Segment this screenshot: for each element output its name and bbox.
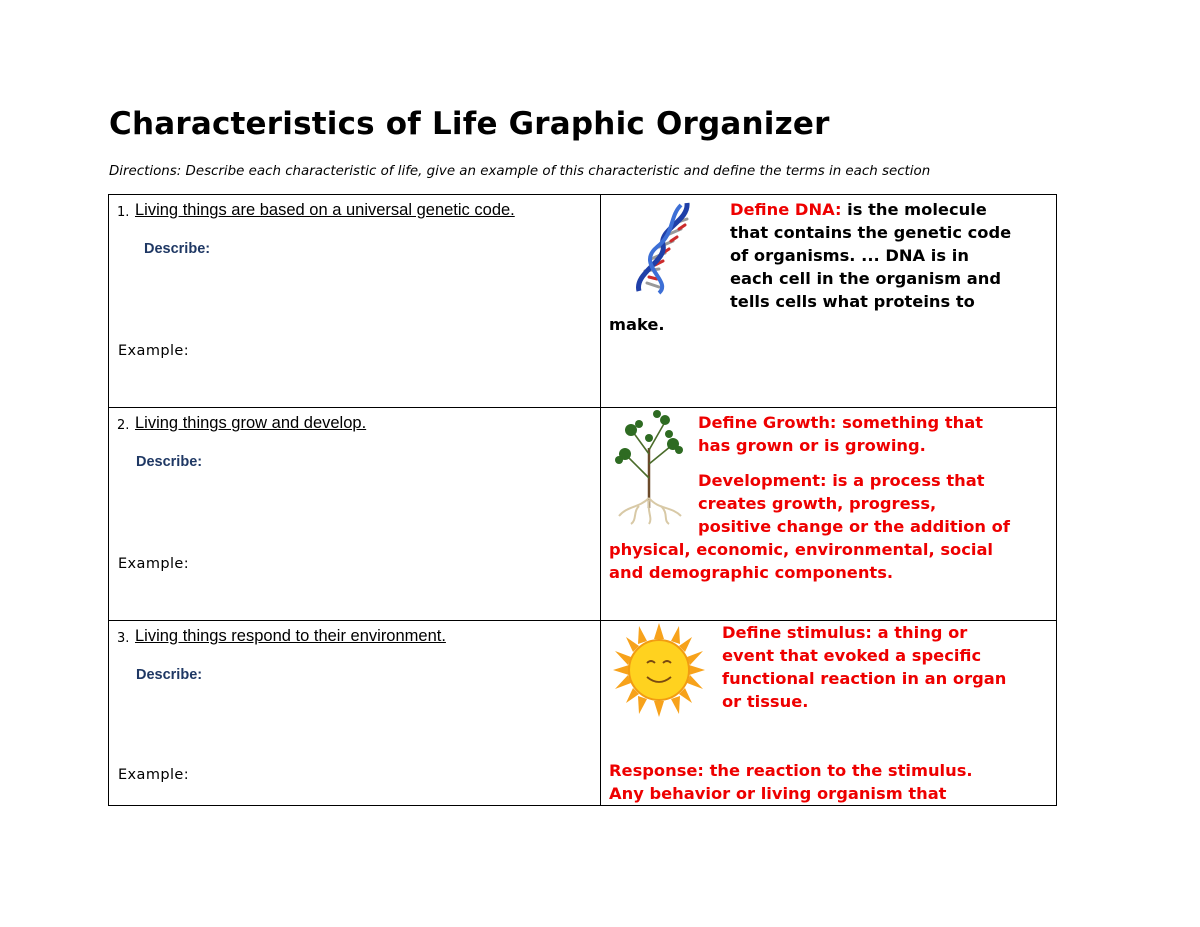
characteristic-heading: Living things respond to their environment. — [135, 627, 446, 645]
stimulus-definition-line: functional reaction in an organ — [722, 669, 1007, 688]
development-definition-line: creates growth, progress, — [698, 494, 937, 513]
definition-line: each cell in the organism and — [730, 269, 1001, 288]
describe-label: Describe: — [136, 454, 203, 470]
stimulus-definition-line: Define stimulus: a thing or — [722, 623, 968, 642]
stimulus-definition-line: or tissue. — [722, 692, 809, 711]
row-number: 3. — [117, 631, 130, 646]
characteristic-cell — [109, 621, 601, 806]
definition-line: is the molecule — [841, 200, 987, 219]
definition-line: of organisms. ... DNA is in — [730, 246, 969, 265]
growth-definition-line: Define Growth: something that — [698, 413, 983, 432]
dna-helix-icon — [629, 199, 699, 297]
dna-term: Define DNA: — [730, 200, 842, 219]
page-title: Characteristics of Life Graphic Organizer — [109, 106, 830, 142]
characteristic-cell — [109, 408, 601, 621]
table-row — [109, 195, 1057, 408]
smiling-sun-icon — [611, 621, 707, 719]
development-definition-line: Development: is a process that — [698, 471, 985, 490]
row-number: 2. — [117, 418, 130, 433]
stimulus-definition-line: event that evoked a specific — [722, 646, 982, 665]
example-label: Example: — [118, 343, 189, 359]
characteristic-cell — [109, 195, 601, 408]
definition-cell — [601, 621, 1057, 806]
response-definition-line: Response: the reaction to the stimulus. — [609, 761, 973, 780]
describe-label: Describe: — [136, 667, 203, 683]
definition-line: make. — [609, 315, 665, 334]
example-label: Example: — [118, 767, 189, 783]
directions-text: Directions: Describe each characteristic of life, give an example of this characteristic and define the terms in each section — [109, 164, 931, 179]
definition-cell — [601, 408, 1057, 621]
growth-definition-line: has grown or is growing. — [698, 436, 926, 455]
row-number: 1. — [117, 205, 130, 220]
plant-seedling-icon — [609, 408, 689, 526]
table-row — [109, 621, 1057, 806]
development-definition-line: and demographic components. — [609, 563, 894, 582]
example-label: Example: — [118, 556, 189, 572]
dna-definition-first-line — [730, 198, 987, 221]
development-definition-line: positive change or the addition of — [698, 517, 1010, 536]
response-definition-line: Any behavior or living organism that — [609, 784, 947, 803]
definition-line: tells cells what proteins to — [730, 292, 975, 311]
characteristic-heading: Living things are based on a universal genetic code. — [135, 201, 515, 219]
development-definition-line: physical, economic, environmental, social — [609, 540, 994, 559]
describe-label: Describe: — [144, 241, 211, 257]
organizer-table — [108, 194, 1057, 806]
characteristic-heading: Living things grow and develop. — [135, 414, 367, 432]
table-row — [109, 408, 1057, 621]
definition-cell — [601, 195, 1057, 408]
definition-line: that contains the genetic code — [730, 223, 1012, 242]
